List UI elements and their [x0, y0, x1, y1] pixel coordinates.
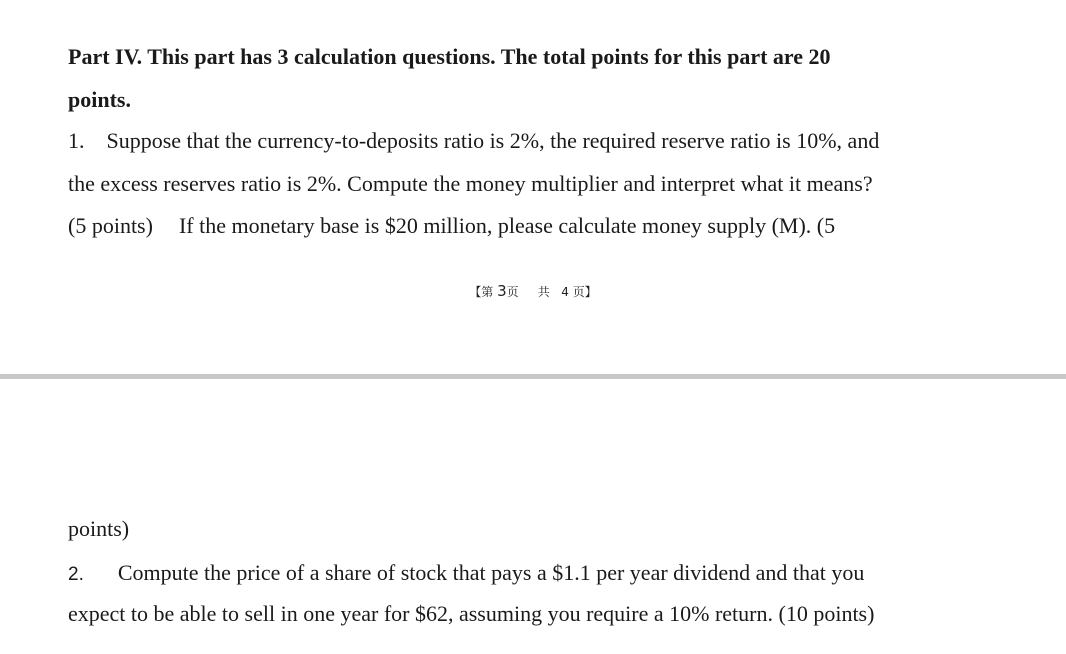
question-1-text-1: Suppose that the currency-to-deposits ratio is 2%, the required reserve ratio is 10%, and [106, 128, 880, 153]
question-1-line-3 [68, 213, 835, 239]
footer-page-total: 4 [561, 285, 569, 299]
question-1-points: (5 points) [68, 213, 153, 238]
part-title-line-1: Part IV. This part has 3 calculation questions. The total points for this part are 20 [68, 44, 831, 69]
footer-page-current: 3 [497, 282, 507, 300]
question-2-text-1: Compute the price of a share of stock that pays a $1.1 per year dividend and that you [117, 560, 865, 585]
question-1-line-2: the excess reserves ratio is 2%. Compute the money multiplier and interpret what it means? [68, 171, 873, 196]
part-title-line-2: points. [68, 87, 131, 112]
page-divider [0, 374, 1066, 379]
question-1-text-3: If the monetary base is $20 million, please calculate money supply (M). (5 [178, 213, 836, 238]
question-2-line-2: expect to be able to sell in one year for $62, assuming you require a 10% return. (10 points) [68, 601, 875, 626]
page-footer [0, 282, 1066, 300]
question-2-line-1 [68, 560, 864, 588]
footer-close: 页】 [572, 285, 597, 299]
question-1-continued: points) [68, 516, 130, 541]
footer-total-label: 共 [537, 285, 550, 299]
question-1-number: 1. [68, 128, 85, 153]
footer-page-label: 页 [506, 285, 519, 299]
footer-open: 【第 [469, 285, 494, 299]
question-1-line-1 [68, 128, 879, 154]
question-2-number: 2. [68, 564, 84, 585]
